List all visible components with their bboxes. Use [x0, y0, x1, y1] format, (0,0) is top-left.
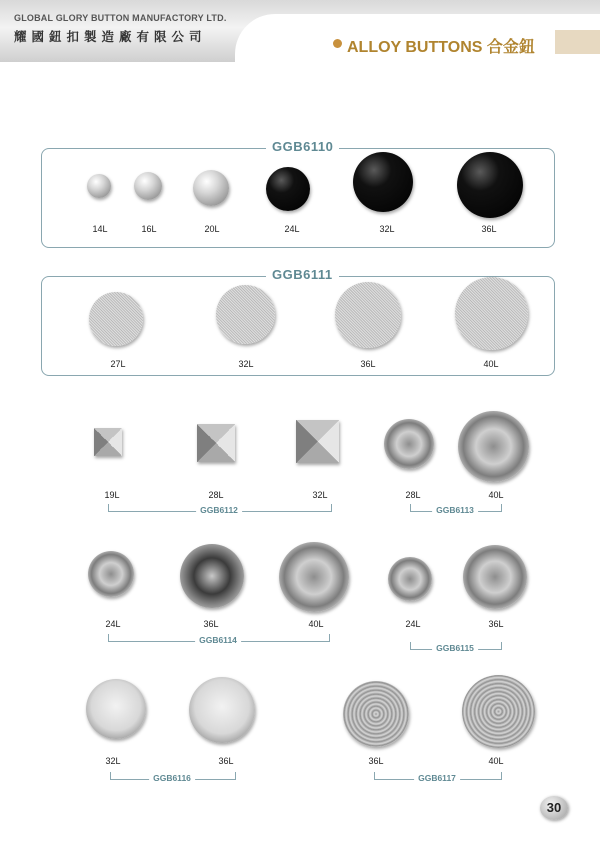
button-image: [457, 152, 523, 218]
bullet-icon: [333, 39, 342, 48]
button-image: [343, 681, 409, 747]
size-label: 14L: [92, 224, 108, 234]
company-name-zh: 耀國鈕扣製造廠有限公司: [14, 30, 207, 44]
button-image: [197, 424, 235, 462]
group-title-ggb6113: GGB6113: [432, 505, 478, 515]
group-title-ggb6112: GGB6112: [196, 505, 242, 515]
size-label: 36L: [203, 619, 219, 629]
button-image: [89, 292, 143, 346]
button-image: [86, 679, 146, 739]
size-label: 24L: [105, 619, 121, 629]
size-label: 32L: [105, 756, 121, 766]
group-title-ggb6114: GGB6114: [195, 635, 241, 645]
group-title-ggb6115: GGB6115: [432, 643, 478, 653]
button-image: [266, 167, 310, 211]
button-image: [335, 282, 401, 348]
size-label: 19L: [104, 490, 120, 500]
title-accent-bar: [555, 30, 600, 54]
size-label: 20L: [204, 224, 220, 234]
button-image: [189, 677, 255, 743]
size-label: 40L: [483, 359, 499, 369]
size-label: 32L: [238, 359, 254, 369]
size-label: 32L: [312, 490, 328, 500]
size-label: 24L: [284, 224, 300, 234]
button-image: [384, 419, 434, 469]
page-title: ALLOY BUTTONS 合金鈕: [347, 39, 535, 56]
group-title-ggb6116: GGB6116: [149, 773, 195, 783]
button-image: [463, 545, 527, 609]
size-label: 27L: [110, 359, 126, 369]
page-header: [0, 0, 600, 62]
button-image: [94, 428, 122, 456]
button-image: [462, 675, 535, 748]
size-label: 40L: [488, 490, 504, 500]
button-image: [458, 411, 529, 482]
button-image: [88, 551, 134, 597]
size-label: 24L: [405, 619, 421, 629]
size-label: 16L: [141, 224, 157, 234]
button-image: [193, 170, 229, 206]
button-image: [388, 557, 432, 601]
size-label: 28L: [405, 490, 421, 500]
size-label: 36L: [360, 359, 376, 369]
company-name-en: GLOBAL GLORY BUTTON MANUFACTORY LTD.: [14, 13, 227, 23]
size-label: 36L: [368, 756, 384, 766]
button-image: [216, 285, 275, 344]
size-label: 28L: [208, 490, 224, 500]
size-label: 32L: [379, 224, 395, 234]
button-image: [87, 174, 111, 198]
button-image: [455, 277, 528, 350]
button-image: [134, 172, 162, 200]
size-label: 36L: [218, 756, 234, 766]
page-number: 30: [540, 796, 568, 820]
size-label: 40L: [488, 756, 504, 766]
group-title-ggb6117: GGB6117: [414, 773, 460, 783]
size-label: 36L: [481, 224, 497, 234]
button-image: [279, 542, 349, 612]
group-title-ggb6110: GGB6110: [266, 139, 339, 154]
group-title-ggb6111: GGB6111: [266, 267, 339, 282]
size-label: 40L: [308, 619, 324, 629]
button-image: [180, 544, 244, 608]
size-label: 36L: [488, 619, 504, 629]
button-image: [296, 420, 339, 463]
button-image: [353, 152, 413, 212]
